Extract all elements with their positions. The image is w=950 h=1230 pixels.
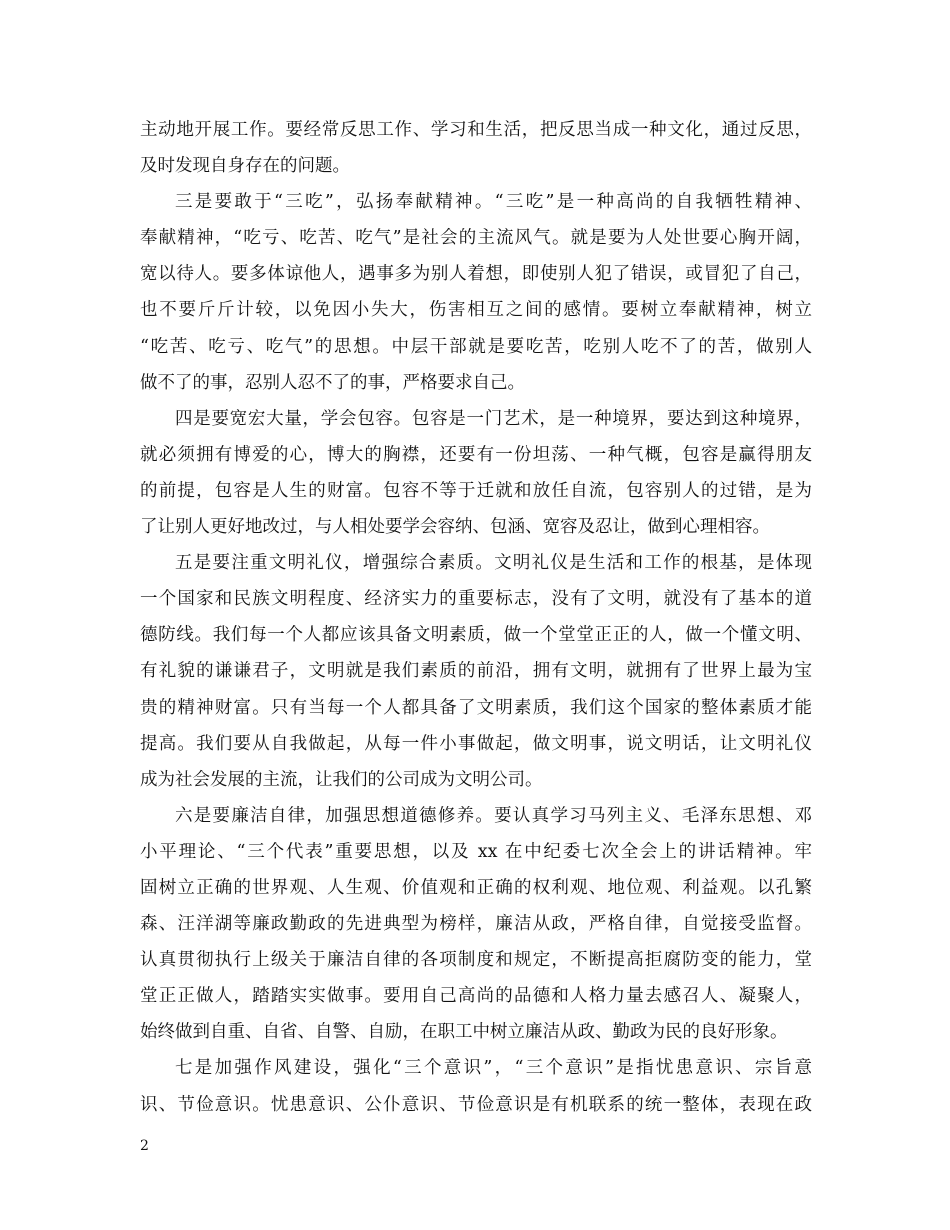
text-line: 就必须拥有博爱的心，博大的胸襟，还要有一份坦荡、一种气概，包容是赢得朋友 (140, 444, 812, 465)
text-line: 的前提，包容是人生的财富。包容不等于迁就和放任自流，包容别人的过错，是为 (140, 480, 812, 501)
document-body (140, 112, 812, 1123)
text-line: 七是加强作风建设，强化“三个意识”，“三个意识”是指忧患意识、宗旨意 (175, 1058, 812, 1079)
text-line: 及时发现自身存在的问题。 (140, 156, 350, 177)
text-line: 固树立正确的世界观、人生观、价值观和正确的权利观、地位观、利益观。以孔繁 (140, 877, 812, 898)
text-line: 小平理论、“三个代表”重要思想，以及 xx 在中纪委七次全会上的讲话精神。牢 (140, 841, 812, 862)
text-line: 识、节俭意识。忧患意识、公仆意识、节俭意识是有机联系的统一整体，表现在政 (140, 1094, 812, 1115)
text-line: 四是要宽宏大量，学会包容。包容是一门艺术，是一种境界，要达到这种境界， (175, 408, 812, 429)
page-number: 2 (140, 1138, 149, 1154)
text-line: 也不要斤斤计较，以免因小失大，伤害相互之间的感情。要树立奉献精神，树立 (140, 300, 812, 321)
text-line: 成为社会发展的主流，让我们的公司成为文明公司。 (140, 769, 543, 790)
text-line: 三是要敢于“三吃”，弘扬奉献精神。“三吃”是一种高尚的自我牺牲精神、 (175, 192, 812, 213)
text-line: 森、汪洋湖等廉政勤政的先进典型为榜样，廉洁从政，严格自律，自觉接受监督。 (140, 914, 812, 935)
paragraph (140, 112, 812, 184)
paragraph (140, 545, 812, 798)
paragraph (140, 1050, 812, 1122)
paragraph (140, 798, 812, 1051)
text-line: 宽以待人。要多体谅他人，遇事多为别人着想，即使别人犯了错误，或冒犯了自己， (140, 264, 812, 285)
text-line: 了让别人更好地改过，与人相处要学会容纳、包涵、宽容及忍让，做到心理相容。 (140, 517, 770, 538)
text-line: 主动地开展工作。要经常反思工作、学习和生活，把反思当成一种文化，通过反思， (140, 120, 812, 140)
text-line: 堂正正做人，踏踏实实做事。要用自己高尚的品德和人格力量去感召人、凝聚人， (140, 986, 812, 1007)
text-line: 贵的精神财富。只有当每一个人都具备了文明素质，我们这个国家的整体素质才能 (140, 697, 812, 718)
text-line: 五是要注重文明礼仪，增强综合素质。文明礼仪是生活和工作的根基，是体现 (175, 553, 812, 574)
text-line: 做不了的事，忍别人忍不了的事，严格要求自己。 (140, 372, 525, 393)
text-line: 始终做到自重、自省、自警、自励，在职工中树立廉洁从政、勤政为民的良好形象。 (140, 1022, 788, 1043)
paragraph (140, 401, 812, 545)
text-line: 德防线。我们每一个人都应该具备文明素质，做一个堂堂正正的人，做一个懂文明、 (140, 625, 812, 646)
text-line: 奉献精神，“吃亏、吃苦、吃气”是社会的主流风气。就是要为人处世要心胸开阔， (140, 228, 812, 249)
text-line: 提高。我们要从自我做起，从每一件小事做起，做文明事，说文明话，让文明礼仪 (140, 733, 812, 754)
text-line: 认真贯彻执行上级关于廉洁自律的各项制度和规定，不断提高拒腐防变的能力，堂 (140, 950, 812, 971)
text-line: 有礼貌的谦谦君子，文明就是我们素质的前沿，拥有文明，就拥有了世界上最为宝 (140, 661, 812, 682)
text-line: 一个国家和民族文明程度、经济实力的重要标志，没有了文明，就没有了基本的道 (140, 589, 812, 610)
text-line: “吃苦、吃亏、吃气”的思想。中层干部就是要吃苦，吃别人吃不了的苦，做别人 (140, 336, 812, 357)
text-line: 六是要廉洁自律，加强思想道德修养。要认真学习马列主义、毛泽东思想、邓 (175, 805, 812, 826)
paragraph (140, 184, 812, 401)
